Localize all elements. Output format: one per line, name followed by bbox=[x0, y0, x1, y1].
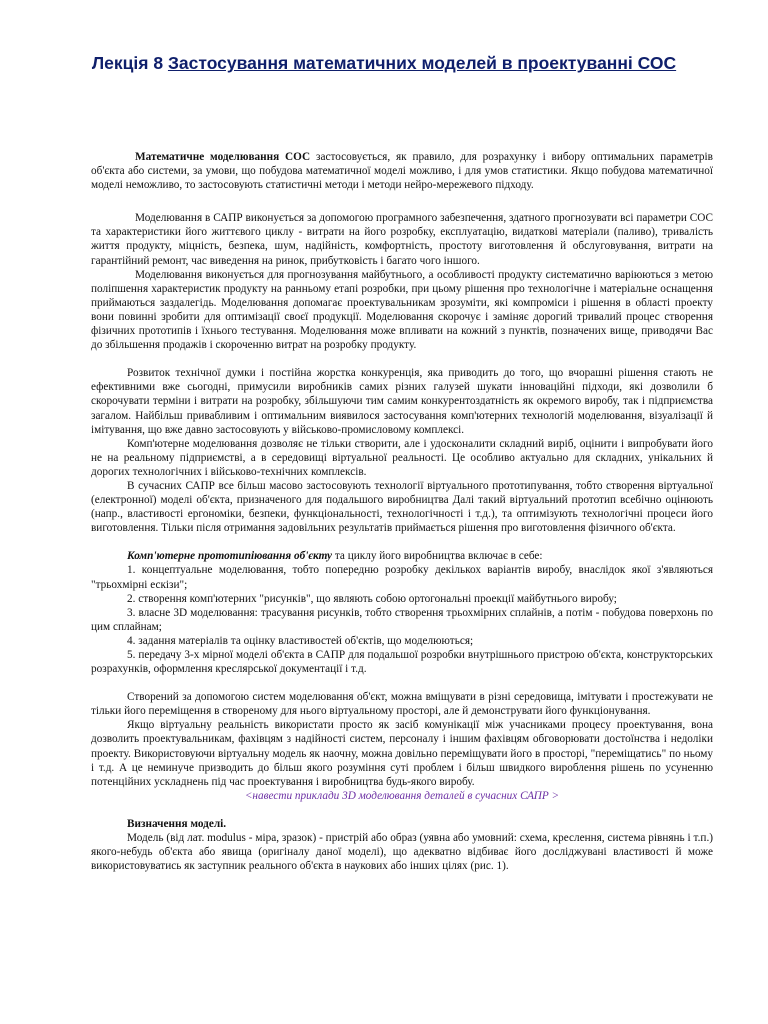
prototyping-label: Комп'ютерне прототипіювання об'єкту bbox=[127, 550, 333, 563]
paragraph-math-modeling bbox=[91, 150, 713, 192]
paragraph-development: Розвиток технічної думки і постійна жорстка конкуренція, яка приводить до того, що вчорашні рішення стають не ефективними вже сьогодні, примусили виробників самих різних галузей шукати інноваційні підходи, які дозволили б скорочувати терміни і витрати на розробку, збільшуючи тим самим конкурентоздатність як окремого виробу, так і підприємства загалом. Найбільш привабливим і оптимальним виявилося застосування комп'ютерних технологій моделювання, візуалізації й імітування, що вже давно застосовують у військово-промисловому комплексі. bbox=[91, 367, 713, 436]
paragraph-forecasting: Моделювання виконується для прогнозування майбутнього, а особливості продукту систематично варіюються з метою поліпшення характеристик продукту на ранньому етапі розробки, при цьому рішення про технологічне і матеріальне оснащення приймаються заздалегідь. Моделювання допомагає проектувальникам зрозуміти, які компроміси і рішення в області проекту вони повинні зробити для оптимізації своєї продукції. Моделювання скорочує і заміняє дорогий тривалий процес створення фізичних прототипів і їхнього тестування. Моделювання може впливати на кожний з пунктів, позначених вище, приводячи Вас до збільшення продажів і скороченню витрат на розробку продукту. bbox=[91, 268, 713, 352]
list-item: 1. концептуальне моделювання, тобто попередню розробку декількох варіантів виробу, внаслідок якої з'являються "трьохмірні ескізи"; bbox=[91, 564, 713, 591]
list-item: 5. передачу 3-х мірної моделі об'єкта в САПР для подальшої розробки внутрішнього пристрою об'єкта, конструкторських розрахунків, оформлення креслярської документації і т.д. bbox=[91, 649, 713, 676]
lecture-title: Застосування математичних моделей в проектуванні СОС bbox=[167, 53, 677, 73]
paragraph-environment: Створений за допомогою систем моделювання об'єкт, можна вміщувати в різні середовища, імітувати і простежувати не тільки його переміщення в створеному для нього віртуальному просторі, але й демонструвати його функціонування. bbox=[91, 691, 713, 718]
prototyping-text: та циклу його виробництва включає в себе: bbox=[332, 550, 543, 563]
lecture-number: Лекція 8 bbox=[91, 53, 164, 73]
math-modeling-label: Математичне моделювання СОС bbox=[135, 151, 311, 163]
list-item: 2. створення комп'ютерних "рисунків", що являють собою ортогональні проекції майбутнього виробу; bbox=[127, 592, 617, 605]
paragraph-virtual-prototyping: В сучасних САПР все більш масово застосовують технології віртуального прототипування, тобто створення віртуальної (електронної) моделі об'єкта, призначеного для подальшого виробництва Далі такий віртуальний прототип всебічно оцінюють (напр., властивості ергономіки, безпеки, функціональності, технологічності і т.д.), та оптимізують технологічні процеси його виготовлення. Тільки після отримання задовільних результатів приймається рішення про виготовлення фізичного об'єкта. bbox=[91, 479, 713, 535]
paragraph-computer-modeling: Комп'ютерне моделювання дозволяє не тільки створити, але і удосконалити складний виріб, оцінити і випробувати його не на реальному підприємстві, а в середовищі віртуальної реальності. Це особливо актуально для складних, унікальних й дорогих технологічних і військово-технічних комплексів. bbox=[91, 437, 713, 478]
paragraph-model-definition: Модель (від лат. modulus - міра, зразок) - пристрій або образ (уявна або умовний: схема, креслення, система рівнянь і т.п.) якого-небудь об'єкта або явища (оригіналу даної моделі), що адекватно відбиває його досліджувані властивості й може використовуватись як заступник реального об'єкта в наукових або інших цілях (рис. 1). bbox=[91, 832, 713, 873]
instructor-note: <навести приклади 3D моделювання деталей в сучасних САПР > bbox=[244, 789, 560, 802]
math-modeling-text: застосовується, як правило, для розрахунку і вибору оптимальних параметрів об'єкта або системи, за умови, що побудова математичної моделі можливо, і для умов статистики. Якщо побудова математичної моделі неможливо, то застосовують статистичні методи і методи нейро-мережевого підходу. bbox=[91, 151, 713, 192]
paragraph-prototyping-intro bbox=[91, 549, 713, 563]
paragraph-cad-modeling: Моделювання в САПР виконується за допомогою програмного забезпечення, здатного прогнозувати всі параметри СОС та характеристики його життєвого циклу - витрати на його розробку, експлуатацію, видаткові матеріали (паливо), тривалість життя продукту, міцність, безпека, шум, надійність, комфортність, простоту виготовлення й обслуговування, витрати на гарантійний ремонт, час виведення на ринок, прибутковість і багато чого іншого. bbox=[91, 212, 713, 267]
definition-heading: Визначення моделі. bbox=[127, 817, 227, 830]
list-item: 3. власне 3D моделювання: трасування рисунків, тобто створення трьохмірних сплайнів, а потім - побудова поверхонь по цим сплайнам; bbox=[91, 606, 713, 633]
document-body bbox=[91, 150, 713, 873]
list-item: 4. задання матеріалів та оцінку властивостей об'єктів, що моделюються; bbox=[127, 634, 474, 647]
paragraph-virtual-reality: Якщо віртуальну реальність використати просто як засіб комунікації між учасниками процесу проектування, вона дозволить проектувальникам, фахівцям з надійності систем, персоналу і іншим фахівцям обговорювати достоїнства і недоліки проекту. Використовуючи віртуальну модель як наочну, можна довільно переміщувати його в просторі, "переміщатись" по ньому і т.д. А це неминуче призводить до більш якого розуміння суті проблем і більш швидкого вироблення рішень по усуненню потенційних ускладнень під час проектування і виробництва будь-якого виробу. bbox=[91, 719, 713, 788]
page-title bbox=[60, 51, 708, 76]
